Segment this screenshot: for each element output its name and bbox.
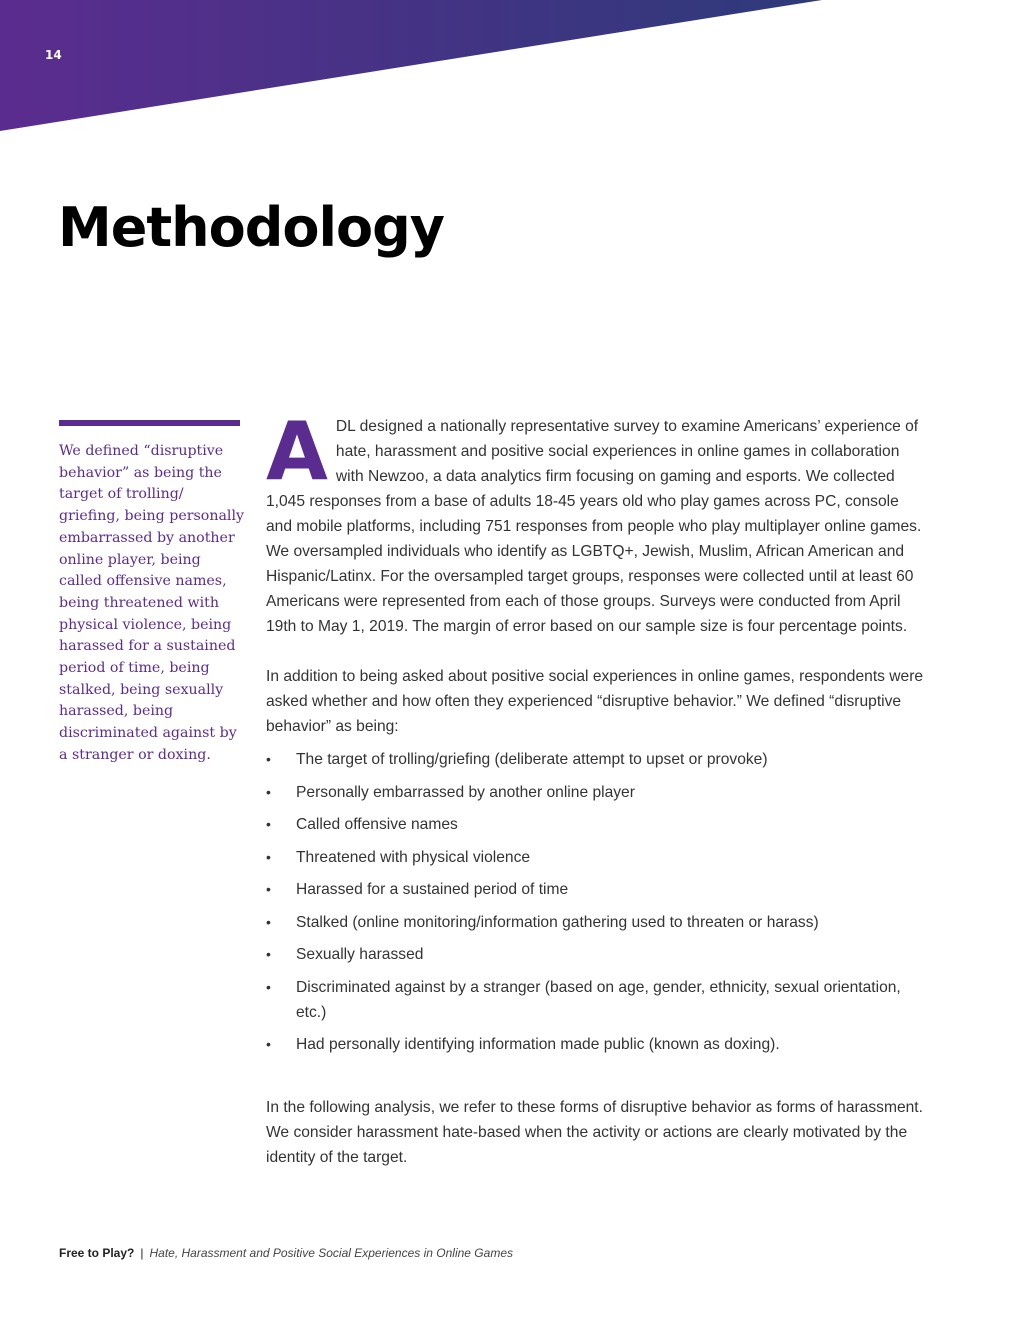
list-item: • Harassed for a sustained period of time: [266, 877, 928, 902]
main-body: [266, 405, 928, 1170]
page-title: Methodology: [58, 196, 444, 259]
list-item: • The target of trolling/griefing (deliberate attempt to upset or provoke): [266, 747, 928, 772]
list-item: • Called offensive names: [266, 812, 928, 837]
intro-paragraph: [266, 405, 928, 639]
behavior-list: [266, 747, 928, 1057]
list-item: • Had personally identifying information made public (known as doxing).: [266, 1032, 928, 1057]
definition-paragraph: In addition to being asked about positive social experiences in online games, respondents were asked whether and how often they experienced “disruptive behavior.” We defined “disruptive behavior” as being:: [266, 668, 924, 735]
list-item: • Discriminated against by a stranger (based on age, gender, ethnicity, sexual orientation, etc.): [266, 975, 928, 1025]
analysis-paragraph: In the following analysis, we refer to these forms of disruptive behavior as forms of harassment. We consider harassment hate-based when the activity or actions are clearly motivated by the identity of the target.: [266, 1099, 923, 1166]
drop-cap: A: [266, 405, 328, 498]
sidebar-rule: [59, 420, 240, 426]
sidebar-callout: We defined “disruptive behavior” as being the target of trolling/ griefing, being personally embarrassed by another online player, being called offensive names, being threatened with physical violence, being harassed for a sustained period of time, being stalked, being sexually harassed, being discriminated against by a stranger or doxing.: [59, 443, 245, 763]
footer-subtitle: Hate, Harassment and Positive Social Experiences in Online Games: [149, 1246, 513, 1260]
page-number: 14: [45, 48, 62, 62]
header-banner: [0, 0, 1020, 140]
list-item: • Personally embarrassed by another online player: [266, 780, 928, 805]
list-item: • Sexually harassed: [266, 942, 928, 967]
list-item: • Threatened with physical violence: [266, 845, 928, 870]
list-item: • Stalked (online monitoring/information gathering used to threaten or harass): [266, 910, 928, 935]
footer-brand: Free to Play?: [59, 1246, 135, 1260]
intro-text: DL designed a nationally representative survey to examine Americans’ experience of hate, harassment and positive social experiences in online games in collaboration with Newzoo, a data analytics firm focusing on gaming and esports. We collected 1,045 responses from a base of adults 18-45 years old who play games across PC, console and mobile platforms, including 751 responses from people who play multiplayer online games. We oversampled individuals who identify as LGBTQ+, Jewish, Muslim, African American and Hispanic/Latinx. For the oversampled target groups, responses were collected until at least 60 Americans were represented from each of those groups. Surveys were conducted from April 19th to May 1, 2019. The margin of error based on our sample size is four percentage points.: [266, 418, 922, 635]
footer: [59, 1246, 513, 1260]
footer-separator: |: [140, 1246, 144, 1260]
